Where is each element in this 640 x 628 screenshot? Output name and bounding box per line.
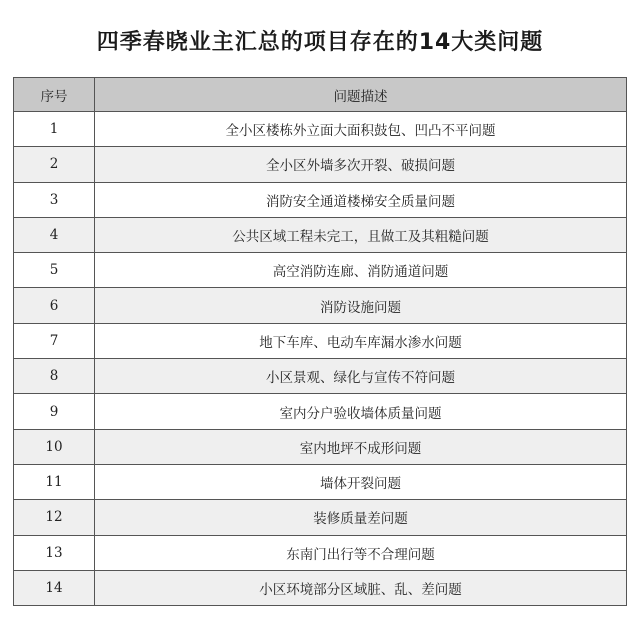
row-number: 11 [14,464,95,499]
column-header-number: 序号 [14,78,95,112]
table-row [14,394,627,429]
issues-table [13,77,627,606]
table-row [14,429,627,464]
table-row [14,147,627,182]
row-description: 墙体开裂问题 [95,464,627,499]
row-number: 7 [14,323,95,358]
table-row [14,323,627,358]
row-description: 全小区楼栋外立面大面积鼓包、凹凸不平问题 [95,112,627,147]
row-description: 地下车库、电动车库漏水渗水问题 [95,323,627,358]
column-header-description: 问题描述 [95,78,627,112]
table-row [14,464,627,499]
row-description: 装修质量差问题 [95,500,627,535]
table-row [14,182,627,217]
table-row [14,570,627,605]
row-description: 消防设施问题 [95,288,627,323]
row-description: 全小区外墙多次开裂、破损问题 [95,147,627,182]
row-number: 8 [14,359,95,394]
table-row [14,112,627,147]
row-description: 高空消防连廊、消防通道问题 [95,253,627,288]
row-description: 公共区域工程未完工，且做工及其粗糙问题 [95,217,627,252]
row-number: 6 [14,288,95,323]
row-description: 室内分户验收墙体质量问题 [95,394,627,429]
row-number: 3 [14,182,95,217]
row-description: 东南门出行等不合理问题 [95,535,627,570]
row-number: 1 [14,112,95,147]
row-number: 2 [14,147,95,182]
row-description: 室内地坪不成形问题 [95,429,627,464]
table-row [14,500,627,535]
row-number: 12 [14,500,95,535]
row-number: 4 [14,217,95,252]
table-row [14,288,627,323]
row-description: 小区环境部分区域脏、乱、差问题 [95,570,627,605]
row-number: 5 [14,253,95,288]
table-header-row [14,78,627,112]
page-title: 四季春晓业主汇总的项目存在的14大类问题 [96,30,544,55]
table-row [14,535,627,570]
row-description: 消防安全通道楼梯安全质量问题 [95,182,627,217]
table-row [14,359,627,394]
row-number: 14 [14,570,95,605]
table-row [14,217,627,252]
row-description: 小区景观、绿化与宣传不符问题 [95,359,627,394]
table-row [14,253,627,288]
row-number: 13 [14,535,95,570]
row-number: 9 [14,394,95,429]
row-number: 10 [14,429,95,464]
